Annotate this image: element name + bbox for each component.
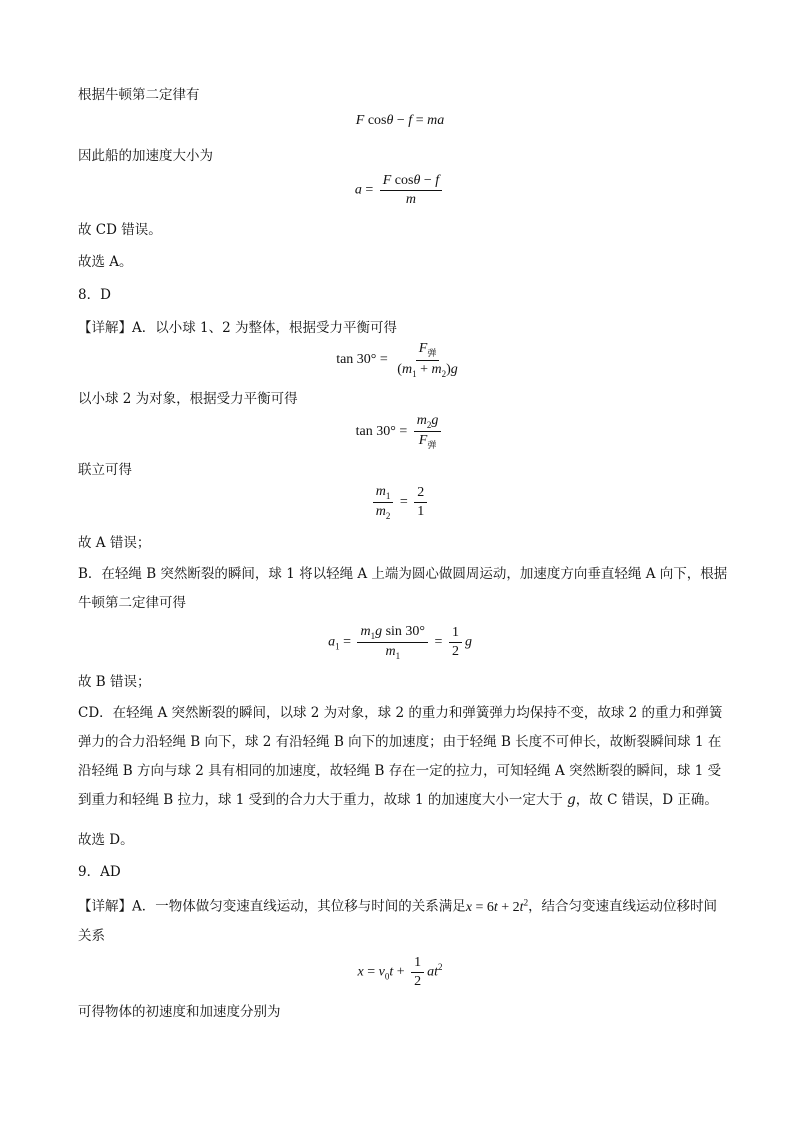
question-8-answer: 8．D bbox=[78, 287, 111, 303]
equation-mass-ratio: $\frac{m_1}{m_2}$ = $\frac{2}{1}$ bbox=[0, 484, 800, 521]
equation-force-balance: F cosθ − f = ma bbox=[355, 113, 445, 128]
q8-combine: 联立可得 bbox=[78, 462, 132, 478]
q8-ball2-object: 以小球 2 为对象，根据受力平衡可得 bbox=[78, 391, 298, 407]
q9-explanation-a: 【详解】A．一物体做匀变速直线运动，其位移与时间的关系满足$x = 6t + 2t^2$，结合匀变速直线运动位移时间关系 bbox=[78, 897, 718, 944]
q9-intro-text: 【详解】A．一物体做匀变速直线运动，其位移与时间的关系满足 bbox=[78, 898, 466, 915]
question-9-answer: 9．AD bbox=[78, 864, 121, 880]
q8-cd-text: CD．在轻绳 A 突然断裂的瞬间，以球 2 为对象，球 2 的重力和弹簧弹力均保持不变，故球 2 的重力和弹簧弹力的合力沿轻绳 B 向下，球 2 有沿轻绳 B 向下的加速度；由于轻绳 B 长度不可伸长，故断裂瞬间球 1 在沿轻绳 B 方向与球 2 具有相同的加速度，故轻绳 B 存在一定的拉力，可知轻绳 A 突然断裂的瞬间，球 1 受到重力和轻绳 B 拉力，球 1 受到的合力大于重力，故球 1 的加速度大小一定大于 bbox=[78, 705, 723, 808]
cos-symbol: cos bbox=[367, 113, 387, 128]
q8-explanation-cd: CD．在轻绳 A 突然断裂的瞬间，以球 2 为对象，球 2 的重力和弹簧弹力均保持不变，故球 2 的重力和弹簧弹力的合力沿轻绳 B 向下，球 2 有沿轻绳 B 向下的加速度；由于轻绳 B 长度不可伸长，故断裂瞬间球 1 在沿轻绳 B 方向与球 2 具有相同的加速度，故轻绳 B 存在一定的拉力，可知轻绳 A 突然断裂的瞬间，球 1 受到重力和轻绳 B 拉力，球 1 受到的合力大于重力，故球 1 的加速度大小一定大于 g，故 C 错误，D 正确。 bbox=[78, 705, 723, 808]
equation-a1: $a_1$ = $\frac{m_1g \sin 30^\circ}{m_1}$ = $\frac{1}{2}$ g bbox=[328, 624, 472, 661]
paragraph-cd-wrong: 故 CD 错误。 bbox=[78, 222, 162, 238]
q8-b-wrong: 故 B 错误； bbox=[78, 674, 151, 690]
equation-acceleration: a = $\frac{\text{F cosθ − f}}{m}$ bbox=[0, 173, 800, 208]
q8-a-wrong: 故 A 错误； bbox=[78, 535, 151, 551]
q9-relation-text: ，结合匀变速直线运动位移时间关系 bbox=[78, 898, 718, 944]
paragraph-choose-a: 故选 A。 bbox=[78, 254, 133, 270]
q8-explanation-b: B．在轻绳 B 突然断裂的瞬间，球 1 将以轻绳 A 上端为圆心做圆周运动，加速度方向垂直轻绳 A 向下，根据牛顿第二定律可得 bbox=[78, 566, 728, 611]
q9-initial-velocity: 可得物体的初速度和加速度分别为 bbox=[78, 1004, 281, 1020]
equation-displacement: $x = v_0t$ + $\frac{1}{2}$ $at^2$ bbox=[357, 955, 443, 989]
q8-cd-conclusion: ，故 C 错误，D 正确。 bbox=[575, 792, 718, 808]
equation-tan30-whole: tan 30° = $\frac{F_弹}{(m_1 + m_2)g}$ bbox=[336, 341, 458, 379]
spring-subscript: 弹 bbox=[427, 348, 437, 359]
q8-explanation-a: 【详解】A．以小球 1、2 为整体，根据受力平衡可得 bbox=[78, 320, 398, 336]
tan30-symbol: tan 30° bbox=[336, 352, 377, 368]
paragraph-newton-law: 根据牛顿第二定律有 bbox=[78, 87, 200, 103]
sin30-symbol: sin 30° bbox=[385, 624, 426, 639]
paragraph-acceleration: 因此船的加速度大小为 bbox=[78, 148, 213, 164]
q8-choose-d: 故选 D。 bbox=[78, 832, 134, 848]
equation-tan30-ball2: tan 30° = $\frac{m_2g}{F_弹}$ bbox=[0, 413, 800, 451]
